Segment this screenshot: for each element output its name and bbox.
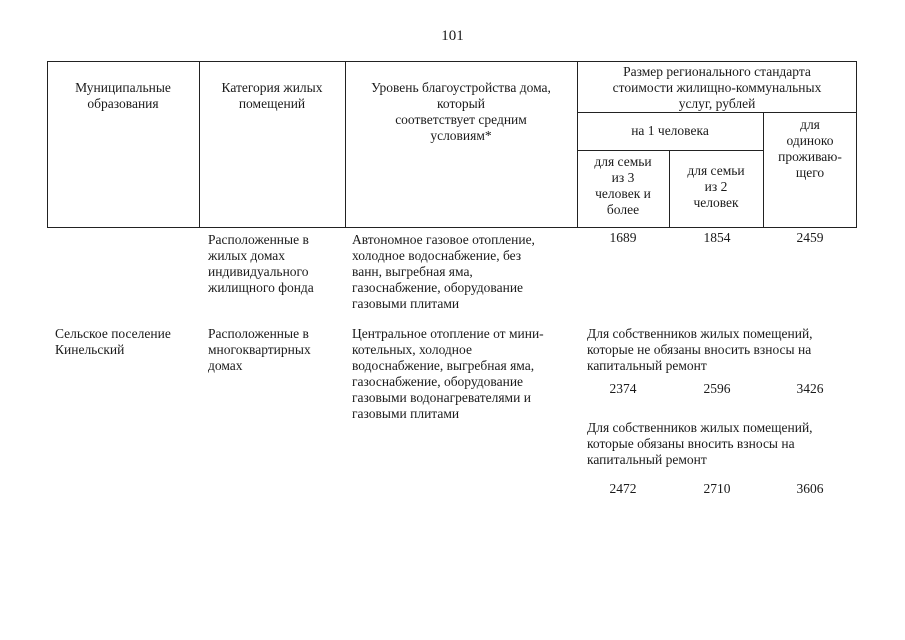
- row2-b-single: 3606: [796, 481, 824, 496]
- header-text: Размер регионального стандарта: [623, 64, 811, 79]
- text-line: газовыми плитами: [352, 406, 460, 421]
- header-text: который: [437, 96, 485, 111]
- text-line: жилых домах: [208, 248, 286, 263]
- row1-level: [352, 232, 582, 312]
- row2-b-family2: 2710: [703, 481, 731, 496]
- text-line: домах: [208, 358, 243, 373]
- header-family2: [669, 163, 763, 211]
- header-text: человек и: [595, 186, 651, 201]
- text-line: ванн, выгребная яма,: [352, 264, 473, 279]
- header-per-person: на 1 человека: [631, 123, 709, 138]
- header-text: щего: [795, 165, 825, 180]
- header-text: человек: [693, 195, 739, 210]
- table-header: [47, 61, 857, 228]
- row1-value-family2: 1854: [703, 230, 731, 245]
- text-line: жилищного фонда: [208, 280, 314, 295]
- header-text: для семьи: [687, 163, 745, 178]
- text-line: индивидуального: [208, 264, 309, 279]
- text-line: капитальный ремонт: [587, 452, 707, 467]
- row2-a-single: 3426: [796, 381, 824, 396]
- text-line: которые обязаны вносить взносы на: [587, 436, 795, 451]
- header-text: услуг, рублей: [678, 96, 756, 111]
- row2-note-obliged: [587, 420, 857, 468]
- header-text: для семьи: [594, 154, 652, 169]
- header-text: помещений: [238, 96, 306, 111]
- row2-a-family2: 2596: [703, 381, 731, 396]
- text-line: Расположенные в: [208, 232, 309, 247]
- row2-municipality: [55, 326, 203, 358]
- row2-b-family3: 2472: [609, 481, 637, 496]
- text-line: которые не обязаны вносить взносы на: [587, 342, 812, 357]
- row2-note-not-obliged: [587, 326, 857, 374]
- text-line: газоснабжение, оборудование: [352, 280, 524, 295]
- text-line: газоснабжение, оборудование: [352, 374, 524, 389]
- header-single: [763, 117, 857, 181]
- text-line: газовыми водонагревателями и: [352, 390, 531, 405]
- text-line: капитальный ремонт: [587, 358, 707, 373]
- row1-category: [208, 232, 348, 296]
- header-municipality: [47, 80, 199, 112]
- header-text: из 3: [611, 170, 635, 185]
- text-line: Расположенные в: [208, 326, 309, 341]
- header-text: Категория жилых: [221, 80, 323, 95]
- header-level: [345, 80, 577, 144]
- header-group: [577, 64, 857, 112]
- header-text: стоимости жилищно-коммунальных: [612, 80, 822, 95]
- header-text: одиноко: [786, 133, 834, 148]
- row2-a-family3: 2374: [609, 381, 637, 396]
- header-category: [199, 80, 345, 112]
- text-line: водоснабжение, выгребная яма,: [352, 358, 535, 373]
- page-number: 101: [441, 28, 464, 44]
- border-top: [47, 61, 857, 62]
- header-text: Уровень благоустройства дома,: [371, 80, 551, 95]
- header-family3: [577, 154, 669, 218]
- row2-level: [352, 326, 584, 422]
- header-text: для: [800, 117, 820, 132]
- per-person-sep: [577, 150, 763, 151]
- text-line: котельных, холодное: [352, 342, 472, 357]
- text-line: холодное водоснабжение, без: [352, 248, 522, 263]
- header-text: образования: [87, 96, 159, 111]
- text-line: газовыми плитами: [352, 296, 460, 311]
- group-sep: [577, 112, 857, 113]
- header-text: из 2: [704, 179, 728, 194]
- text-line: Кинельский: [55, 342, 125, 357]
- text-line: многоквартирных: [208, 342, 311, 357]
- header-text: более: [606, 202, 640, 217]
- header-text: условиям*: [430, 128, 492, 143]
- row1-value-single: 2459: [796, 230, 824, 245]
- border-bottom: [47, 227, 857, 228]
- text-line: Сельское поселение: [55, 326, 171, 341]
- text-line: Центральное отопление от мини-: [352, 326, 544, 341]
- text-line: Автономное газовое отопление,: [352, 232, 535, 247]
- text-line: Для собственников жилых помещений,: [587, 326, 813, 341]
- header-text: соответствует средним: [395, 112, 527, 127]
- text-line: Для собственников жилых помещений,: [587, 420, 813, 435]
- header-text: проживаю-: [778, 149, 842, 164]
- row1-value-family3: 1689: [609, 230, 637, 245]
- row2-category: [208, 326, 348, 374]
- header-text: Муниципальные: [75, 80, 171, 95]
